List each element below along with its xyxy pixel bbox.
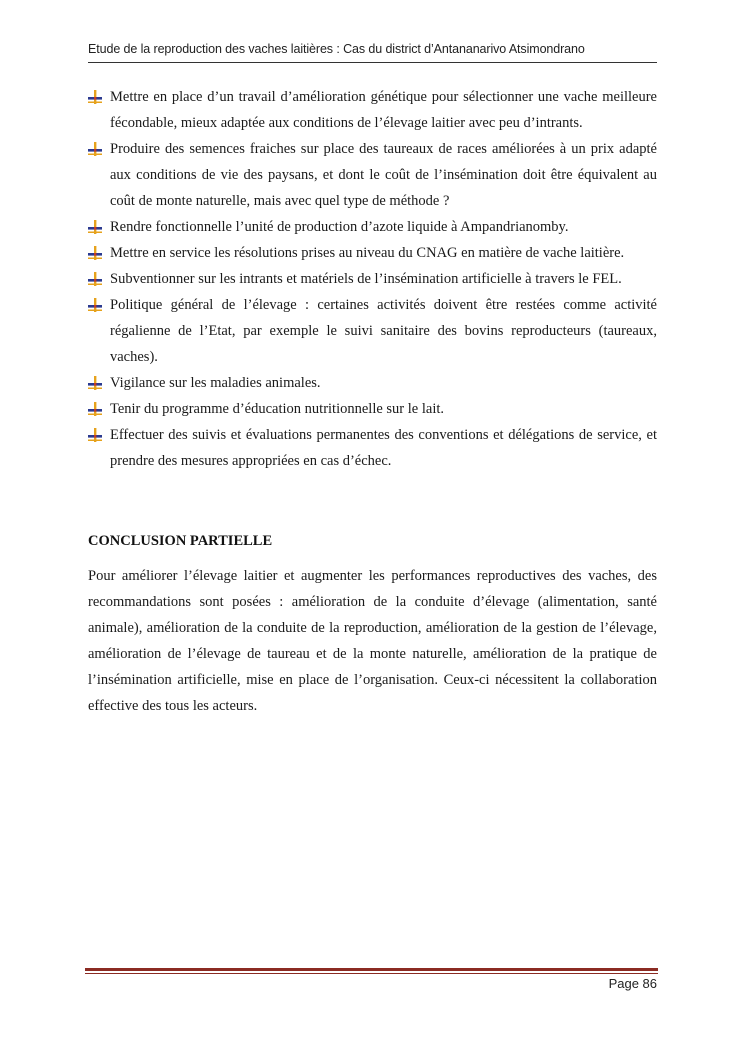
- list-item: [88, 136, 657, 214]
- list-item-text: Rendre fonctionnelle l’unité de production d’azote liquide à Ampandrianomby.: [110, 219, 569, 235]
- bullet-cross-icon: [88, 272, 102, 286]
- bullet-cross-icon: [88, 246, 102, 260]
- list-item: [88, 370, 657, 396]
- bullet-cross-icon: [88, 142, 102, 156]
- bullet-cross-icon: [88, 428, 102, 442]
- list-item-text: Tenir du programme d’éducation nutritionnelle sur le lait.: [110, 401, 444, 417]
- list-item-text: Effectuer des suivis et évaluations permanentes des conventions et délégations de service, et prendre des mesures appropriées en cas d’échec.: [110, 427, 657, 469]
- list-item-text: Politique général de l’élevage : certaines activités doivent être restées comme activité régalienne de l’Etat, par exemple le suivi sanitaire des bovins reproducteurs (taureaux, vaches).: [110, 297, 657, 365]
- footer-rule: [85, 968, 658, 971]
- list-item-text: Produire des semences fraiches sur place des taureaux de races améliorées à un prix adapté aux conditions de vie des paysans, et dont le coût de l’insémination doit être équivalent au coût de monte naturelle, mais avec quel type de méthode ?: [110, 141, 657, 209]
- list-item: [88, 422, 657, 474]
- list-item: [88, 266, 657, 292]
- list-item: [88, 84, 657, 136]
- bullet-cross-icon: [88, 90, 102, 104]
- page-number: Page 86: [608, 976, 657, 991]
- list-item: [88, 240, 657, 266]
- list-item-text: Subventionner sur les intrants et matériels de l’insémination artificielle à travers le FEL.: [110, 271, 622, 287]
- bullet-cross-icon: [88, 220, 102, 234]
- list-item-text: Vigilance sur les maladies animales.: [110, 375, 321, 391]
- bullet-cross-icon: [88, 376, 102, 390]
- list-item-text: Mettre en service les résolutions prises au niveau du CNAG en matière de vache laitière.: [110, 245, 625, 261]
- list-item-text: Mettre en place d’un travail d’amélioration génétique pour sélectionner une vache meilleure fécondable, mieux adaptée aux conditions de l’élevage laitier avec peu d’intrants.: [110, 89, 657, 131]
- header-rule: [88, 62, 657, 63]
- running-header: Etude de la reproduction des vaches laitières : Cas du district d’Antananarivo Atsimondrano: [88, 42, 585, 56]
- bullet-cross-icon: [88, 402, 102, 416]
- footer-rule-thin: [85, 973, 658, 974]
- section-heading: CONCLUSION PARTIELLE: [88, 533, 273, 549]
- list-item: [88, 292, 657, 370]
- bullet-cross-icon: [88, 298, 102, 312]
- list-item: [88, 214, 657, 240]
- conclusion-paragraph: Pour améliorer l’élevage laitier et augmenter les performances reproductives des vaches, des recommandations sont posées : amélioration de la conduite d’élevage (alimentation, santé animale), amélioration de la conduite de la reproduction, amélioration de la gestion de l’élevage, amélioration de l’élevage de taureau et de la monte naturelle, amélioration de la pratique de l’insémination artificielle, mise en place de l’organisation. Ceux-ci nécessitent la collaboration effective des tous les acteurs.: [88, 568, 657, 714]
- list-item: [88, 396, 657, 422]
- recommendations-list: [88, 84, 657, 474]
